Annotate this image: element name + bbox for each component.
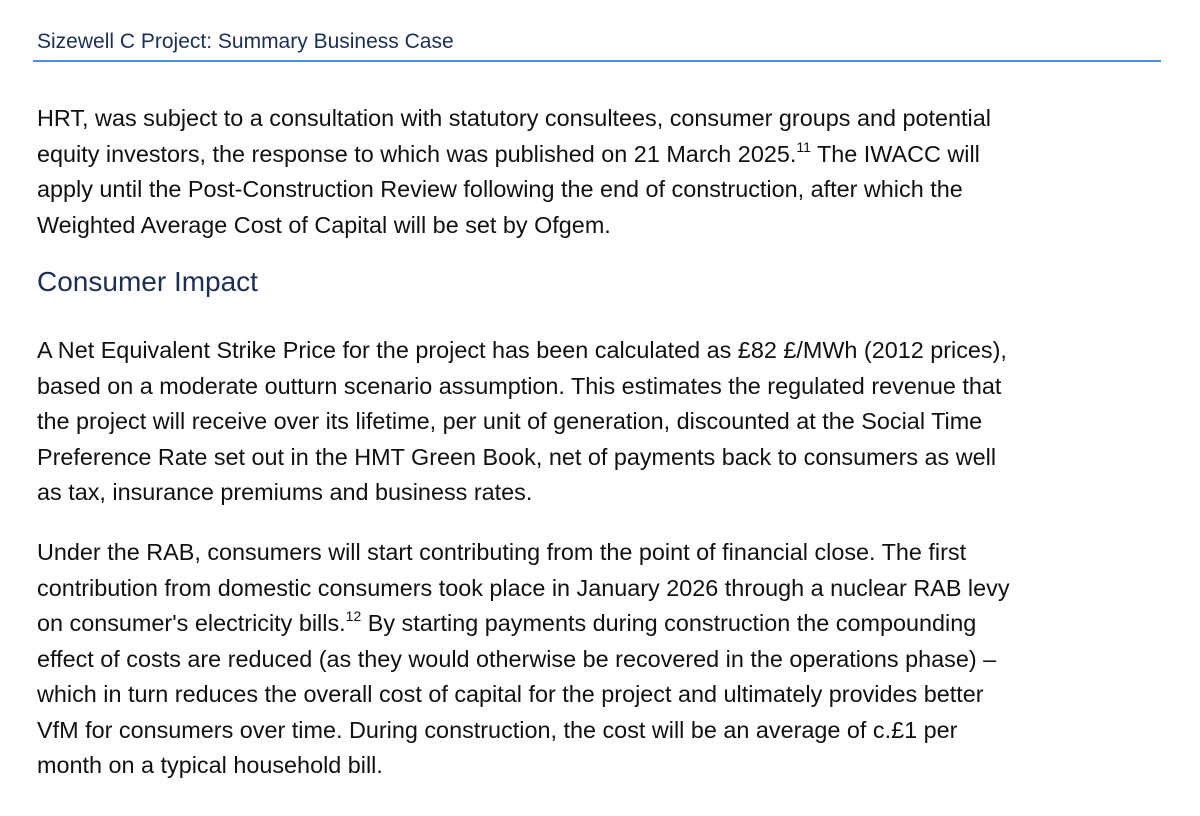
- running-header: [33, 28, 1161, 62]
- paragraph-rab-contributions: [37, 535, 1167, 784]
- text-segment: on consumer's electricity bills.: [37, 610, 346, 636]
- paragraph-iwacc: [37, 101, 1167, 243]
- text-line: the project will receive over its lifetime, per unit of generation, discounted at the Social Time: [37, 408, 983, 434]
- text-segment: By starting payments during construction the compounding: [361, 610, 977, 636]
- text-line: month on a typical household bill.: [37, 752, 383, 778]
- text-line: [37, 606, 1167, 642]
- footnote-ref-12[interactable]: 12: [345, 608, 362, 624]
- document-title: Sizewell C Project: Summary Business Case: [37, 30, 454, 53]
- text-line: contribution from domestic consumers took place in January 2026 through a nuclear RAB levy: [37, 574, 1010, 601]
- text-line: Preference Rate set out in the HMT Green Book, net of payments back to consumers as well: [37, 443, 997, 470]
- footnote-ref-11[interactable]: 11: [796, 138, 811, 155]
- text-line: A Net Equivalent Strike Price for the project has been calculated as £82 £/MWh (2012 prices),: [37, 337, 1007, 363]
- text-line: HRT, was subject to a consultation with statutory consultees, consumer groups and potential: [37, 105, 991, 131]
- paragraph-strike-price: [37, 333, 1167, 511]
- text-line: VfM for consumers over time. During construction, the cost will be an average of c.£1 per: [37, 716, 958, 743]
- text-line: as tax, insurance premiums and business rates.: [37, 479, 533, 505]
- section-heading-consumer-impact: Consumer Impact: [37, 266, 258, 297]
- text-line: apply until the Post-Construction Review following the end of construction, after which the: [37, 176, 963, 202]
- text-line: Weighted Average Cost of Capital will be set by Ofgem.: [37, 211, 611, 238]
- text-segment: The IWACC will: [810, 140, 980, 167]
- text-line: [37, 137, 1167, 173]
- text-line: which in turn reduces the overall cost of capital for the project and ultimately provides better: [37, 681, 984, 707]
- text-line: based on a moderate outturn scenario assumption. This estimates the regulated revenue that: [37, 372, 1002, 399]
- text-line: Under the RAB, consumers will start contributing from the point of financial close. The first: [37, 539, 967, 565]
- text-line: effect of costs are reduced (as they would otherwise be recovered in the operations phase) –: [37, 645, 997, 672]
- text-segment: equity investors, the response to which was published on 21 March 2025.: [37, 140, 797, 167]
